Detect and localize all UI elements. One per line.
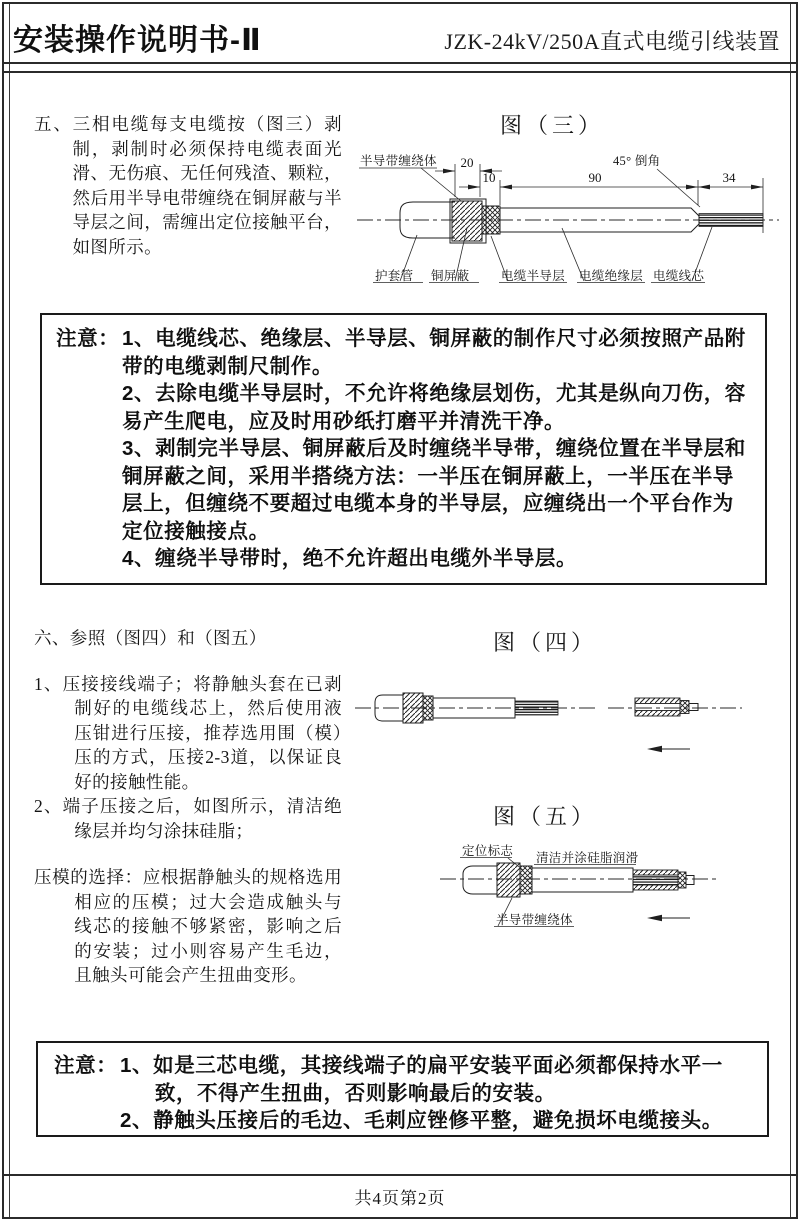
figure-3-dim-20: 20 xyxy=(460,155,474,170)
figure-3-label-insulation: 电缆绝缘层 xyxy=(579,269,644,283)
notice-1-item: 3、剥制完半导层、铜屏蔽后及时缠绕半导带，缠绕位置在半导层和铜屏蔽之间，采用半搭绕方法：一半压在铜屏蔽上，一半压在半导层上，但缠绕不要超过电缆本身的半导层，应缠绕出一个平台作为定位接触接点。 xyxy=(122,437,746,543)
notice-1-label: 注意： xyxy=(56,327,120,350)
figure-3-drawing xyxy=(357,164,779,283)
document-title: 安装操作说明书-Ⅱ xyxy=(13,24,262,57)
mold-selection-paragraph: 压模的选择：应根据静触头的规格选用相应的压模；过大会造成触头与线芯的接触不够紧密，影响之后的安装；过小则容易产生毛边，且触头可能会产生扭曲变形。 xyxy=(34,867,342,985)
figure-3-label-chamfer: 45° 倒角 xyxy=(613,154,661,168)
figure-3 xyxy=(355,100,791,300)
notice-1-item: 2、去除电缆半导层时，不允许将绝缘层划伤，尤其是纵向刀伤，容易产生爬电，应及时用砂纸打磨平并清洗干净。 xyxy=(122,382,746,433)
figure-5-label-winding: 半导带缠绕体 xyxy=(496,913,573,927)
figure-4 xyxy=(350,618,790,778)
section-5 xyxy=(34,112,342,259)
header-separator-bottom xyxy=(2,71,798,73)
figure-5-label-clean: 清洁并涂硅脂润滑 xyxy=(536,851,639,865)
figure-5 xyxy=(350,793,790,941)
figure-3-dim-90: 90 xyxy=(588,170,602,185)
figure-3-label-core: 电缆线芯 xyxy=(653,269,705,283)
notice-2-label: 注意： xyxy=(54,1054,118,1077)
section-6-item: 1、压接接线端子；将静触头套在已剥制好的电缆线芯上，然后使用液压钳进行压接，推荐选用围（模）压的方式，压接2-3道，以保证良好的接触性能。 xyxy=(34,673,342,792)
product-title: JZK-24kV/250A直式电缆引线装置 xyxy=(444,29,780,54)
header-separator-top xyxy=(2,62,798,64)
figure-3-label-semi: 电缆半导层 xyxy=(501,269,566,283)
figure-5-drawing xyxy=(440,858,718,927)
page-number: 共4页第2页 xyxy=(354,1189,446,1208)
figure-5-label-mark: 定位标志 xyxy=(462,844,514,858)
section-6 xyxy=(34,626,342,988)
figure-4-title: 图（四） xyxy=(492,630,598,655)
figure-5-title: 图（五） xyxy=(492,804,598,829)
notice-1-item: 4、缠绕半导带时，绝不允许超出电缆外半导层。 xyxy=(122,547,578,570)
figure-3-label-sheath: 护套管 xyxy=(375,269,414,283)
figure-3-label-winding: 半导带缠绕体 xyxy=(360,154,437,168)
figure-3-label-copper: 铜屏蔽 xyxy=(431,269,470,283)
section-5-text: 五、三相电缆每支电缆按（图三）剥制，剥制时必须保持电缆表面光滑、无伤痕、无任何残渣、颗粒，然后用半导电带缠绕在铜屏蔽与半导层之间，需缠出定位接触平台，如图所示。 xyxy=(34,114,342,257)
figure-4-drawing xyxy=(355,693,742,752)
section-6-heading: 六、参照（图四）和（图五） xyxy=(34,628,267,648)
footer-separator xyxy=(2,1174,798,1176)
arrow-left-icon xyxy=(647,915,662,921)
figure-3-dim-10: 10 xyxy=(482,170,496,185)
section-6-item: 2、端子压接之后，如图所示，清洁绝缘层并均匀涂抹硅脂； xyxy=(34,796,342,841)
notice-1-item: 1、电缆线芯、绝缘层、半导层、铜屏蔽的制作尺寸必须按照产品附带的电缆剥制尺制作。 xyxy=(122,327,746,378)
figure-3-title: 图（三） xyxy=(499,113,605,138)
notice-2-items xyxy=(120,1052,755,1135)
figure-3-dim-34: 34 xyxy=(722,170,736,185)
notice-box-2 xyxy=(36,1041,769,1137)
notice-2-item: 1、如是三芯电缆，其接线端子的扁平安装平面必须都保持水平一致，不得产生扭曲，否则影响最后的安装。 xyxy=(120,1054,723,1105)
notice-2-item: 2、静触头压接后的毛边、毛刺应锉修平整，避免损坏电缆接头。 xyxy=(120,1109,723,1132)
notice-box-1 xyxy=(40,313,767,585)
arrow-left-icon xyxy=(647,746,662,752)
notice-1-items xyxy=(122,325,753,573)
